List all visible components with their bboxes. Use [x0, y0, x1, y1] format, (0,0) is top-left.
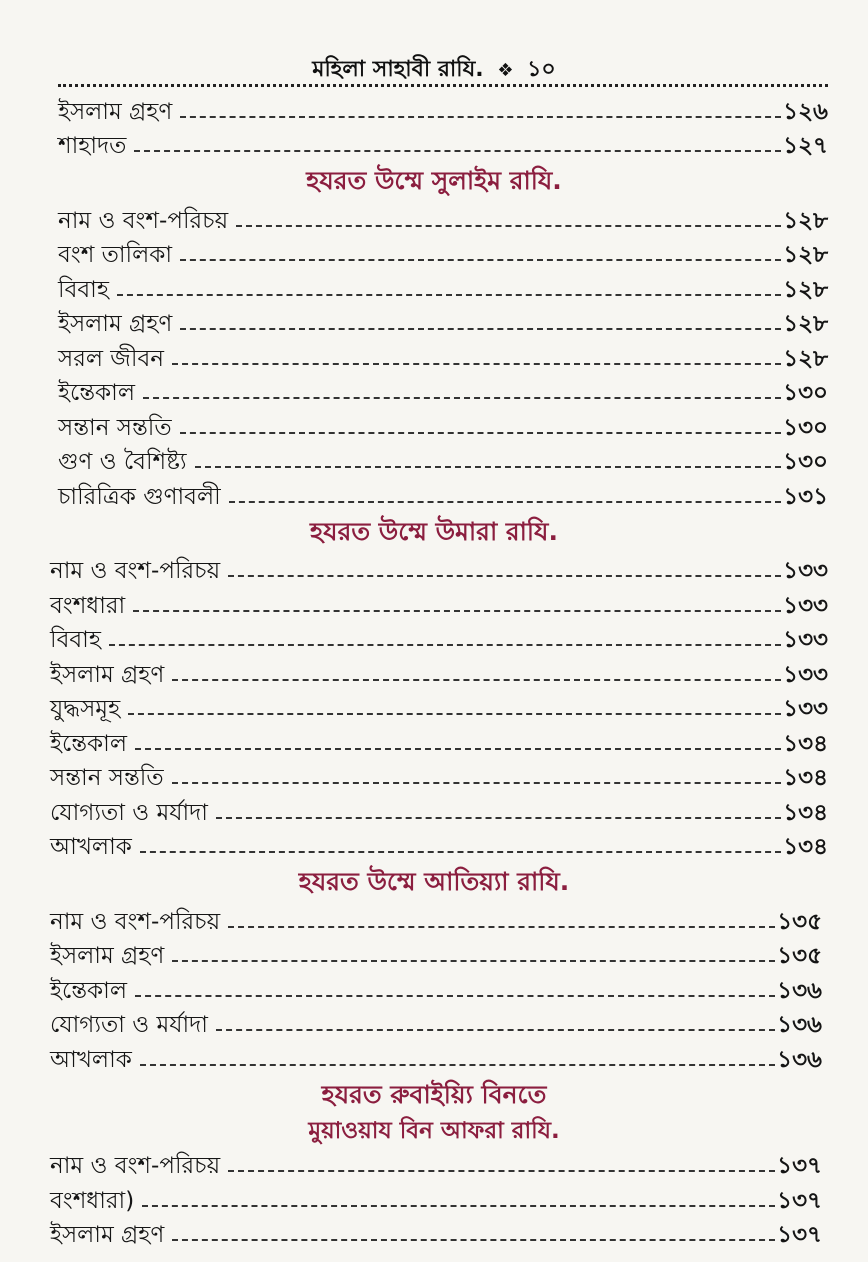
dot-leader	[216, 817, 781, 819]
toc-entry[interactable]	[0, 443, 868, 478]
entry-page-number: ১৩৪	[783, 765, 828, 791]
toc-entry[interactable]	[0, 127, 868, 162]
toc-entry[interactable]	[0, 374, 868, 409]
dot-leader	[180, 432, 782, 434]
toc-entry[interactable]	[0, 586, 868, 621]
dot-leader	[172, 363, 781, 365]
toc-entry[interactable]	[0, 828, 868, 863]
dot-leader	[142, 1205, 775, 1207]
dot-leader	[135, 748, 781, 750]
entry-page-number: ১৩৩	[783, 661, 828, 688]
toc-entry[interactable]	[0, 793, 868, 828]
dot-leader	[128, 713, 781, 715]
toc-entry[interactable]	[0, 201, 868, 236]
toc-entry[interactable]	[0, 759, 868, 794]
toc-entry[interactable]	[0, 92, 868, 127]
section-heading: হযরত উম্মে উমারা রাযি.	[310, 516, 558, 546]
entry-page-number: ১২৮	[783, 207, 828, 234]
dot-leader	[228, 1170, 775, 1172]
entry-title: সন্তান সন্ততি	[50, 765, 164, 791]
dot-leader	[216, 1029, 775, 1031]
entry-title: সন্তান সন্ততি	[58, 414, 172, 441]
toc-entry[interactable]	[0, 655, 868, 690]
table-of-contents	[0, 92, 868, 1250]
dot-leader	[134, 150, 781, 152]
entry-title: নাম ও বংশ-পরিচয়	[50, 908, 221, 935]
entry-page-number: ১৩৫	[777, 943, 822, 969]
dot-leader	[172, 782, 782, 784]
entry-page-number: ১৩৭	[777, 1222, 822, 1248]
dot-leader	[172, 960, 775, 962]
entry-title: শাহাদত	[58, 133, 127, 159]
toc-entry[interactable]	[0, 270, 868, 305]
dot-leader	[140, 1064, 775, 1066]
toc-entry[interactable]	[0, 552, 868, 587]
toc-entry[interactable]	[0, 1147, 868, 1182]
toc-entry[interactable]	[0, 236, 868, 271]
toc-entry[interactable]	[0, 1006, 868, 1041]
entry-title: ইসলাম গ্রহণ	[50, 1222, 165, 1248]
toc-entry[interactable]	[0, 477, 868, 512]
entry-page-number: ১৩১	[783, 483, 828, 510]
entry-title: যুদ্ধসমূহ	[50, 696, 121, 722]
toc-entry[interactable]	[0, 1181, 868, 1216]
dot-leader	[172, 1239, 775, 1241]
entry-title: বিবাহ	[50, 627, 101, 653]
entry-title: ইসলাম গ্রহণ	[50, 943, 165, 969]
entry-title: নাম ও বংশ-পরিচয়	[58, 207, 229, 234]
entry-title: আখলাক	[50, 1046, 132, 1073]
entry-title: যোগ্যতা ও মর্যাদা	[50, 1012, 208, 1038]
dot-leader	[135, 995, 775, 997]
dot-leader	[229, 501, 781, 503]
dot-leader	[180, 116, 781, 118]
toc-entry[interactable]	[0, 1216, 868, 1251]
header-divider	[58, 84, 828, 87]
entry-title: বংশধারা	[50, 592, 126, 619]
entry-title: যোগ্যতা ও মর্যাদা	[50, 799, 208, 826]
entry-title: চারিত্রিক গুণাবলী	[58, 483, 221, 510]
entry-page-number: ১৩০	[783, 380, 828, 406]
ornament-icon: ❖	[497, 60, 514, 81]
entry-page-number: ১২৮	[783, 242, 828, 268]
page-number: ১০	[527, 57, 556, 82]
toc-entry[interactable]	[0, 621, 868, 656]
entry-page-number: ১৩৭	[777, 1153, 822, 1179]
dot-leader	[228, 926, 775, 928]
dot-leader	[133, 610, 781, 612]
entry-page-number: ১৩৪	[783, 834, 828, 860]
entry-page-number: ১২৬	[783, 98, 828, 125]
entry-title: ইসলাম গ্রহণ	[58, 311, 173, 337]
dot-leader	[180, 259, 781, 261]
dot-leader	[180, 328, 781, 330]
entry-page-number: ১৩৪	[783, 799, 828, 826]
entry-title: নাম ও বংশ-পরিচয়	[50, 558, 221, 584]
section-subheading: মুয়াওয়ায বিন আফরা রাযি.	[308, 1117, 560, 1144]
entry-title: আখলাক	[50, 834, 132, 860]
entry-title: বংশ তালিকা	[58, 242, 173, 268]
entry-title: ইসলাম গ্রহণ	[50, 661, 165, 688]
entry-page-number: ১২৮	[783, 311, 828, 337]
dot-leader	[143, 397, 781, 399]
entry-page-number: ১৩৬	[777, 977, 822, 1004]
dot-leader	[195, 466, 782, 468]
entry-page-number: ১২৭	[783, 133, 828, 159]
entry-page-number: ১৩৪	[783, 730, 828, 757]
entry-title: ইন্তেকাল	[58, 380, 135, 406]
dot-leader	[117, 294, 781, 296]
toc-entry[interactable]	[0, 937, 868, 972]
dot-leader	[228, 575, 781, 577]
entry-title: ইসলাম গ্রহণ	[58, 98, 173, 125]
entry-title: বংশধারা)	[50, 1187, 135, 1214]
entry-page-number: ১৩০	[783, 449, 828, 475]
entry-title: ইন্তেকাল	[50, 977, 127, 1004]
section-heading: হযরত উম্মে সুলাইম রাযি.	[306, 166, 562, 195]
toc-entry[interactable]	[0, 971, 868, 1006]
toc-entry[interactable]	[0, 305, 868, 340]
entry-page-number: ১৩৩	[783, 558, 828, 584]
entry-title: বিবাহ	[58, 276, 109, 303]
entry-title: নাম ও বংশ-পরিচয়	[50, 1153, 221, 1179]
section-heading: হযরত উম্মে আতিয়্যা রাযি.	[298, 867, 570, 896]
book-title: মহিলা সাহাবী রাযি.	[312, 57, 484, 82]
toc-entry[interactable]	[0, 902, 868, 937]
toc-entry[interactable]	[0, 339, 868, 374]
entry-page-number: ১২৮	[783, 276, 828, 303]
entry-title: ইন্তেকাল	[50, 730, 127, 757]
dot-leader	[172, 679, 781, 681]
entry-title: গুণ ও বৈশিষ্ট্য	[58, 449, 187, 475]
section-heading: হযরত রুবাইয়্যি বিনতে	[321, 1079, 547, 1109]
entry-page-number: ১৩০	[783, 414, 828, 441]
entry-page-number: ১৩৩	[783, 696, 828, 722]
dot-leader	[109, 644, 781, 646]
entry-page-number: ১২৮	[783, 345, 828, 372]
toc-entry[interactable]	[0, 690, 868, 725]
entry-page-number: ১৩৩	[783, 592, 828, 619]
dot-leader	[140, 851, 781, 853]
toc-entry[interactable]	[0, 724, 868, 759]
entry-title: সরল জীবন	[58, 345, 164, 372]
dot-leader	[236, 225, 781, 227]
entry-page-number: ১৩৩	[783, 627, 828, 653]
entry-page-number: ১৩৬	[777, 1046, 822, 1073]
entry-page-number: ১৩৭	[777, 1187, 822, 1214]
toc-entry[interactable]	[0, 1040, 868, 1075]
entry-page-number: ১৩৬	[777, 1012, 822, 1038]
toc-entry[interactable]	[0, 408, 868, 443]
entry-page-number: ১৩৫	[777, 908, 822, 935]
